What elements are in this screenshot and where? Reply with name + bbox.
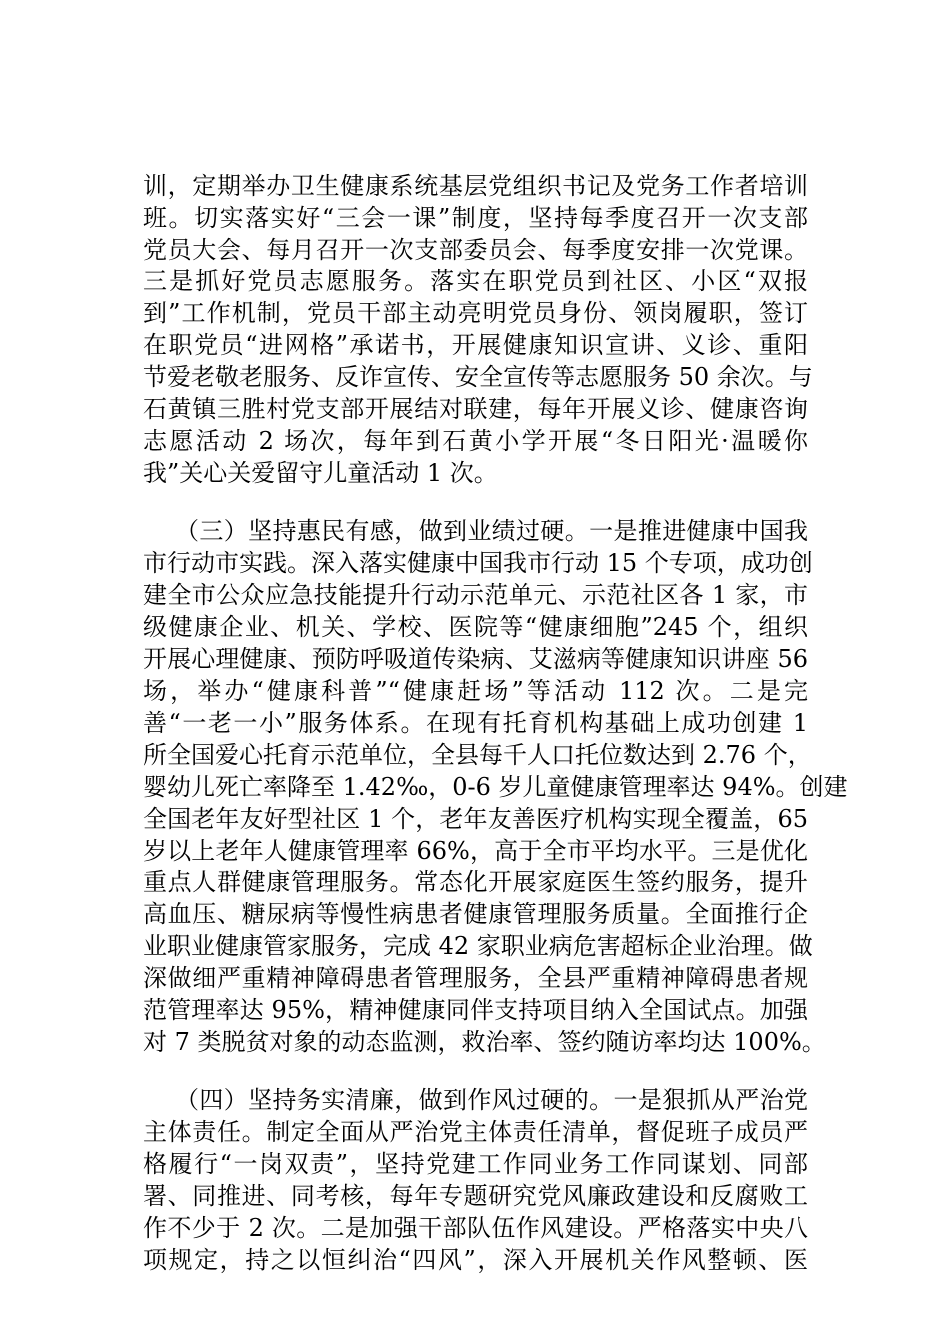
- text-line: 重点人群健康管理服务。常态化开展家庭医生签约服务，提升: [143, 868, 808, 896]
- text-line: 全国老年友好型社区 1 个，老年友善医疗机构实现全覆盖，65: [143, 805, 808, 833]
- text-line: （三）坚持惠民有感，做到业绩过硬。一是推进健康中国我: [175, 517, 808, 545]
- text-line: 三是抓好党员志愿服务。落实在职党员到社区、小区“双报: [143, 267, 808, 295]
- text-line: 石黄镇三胜村党支部开展结对联建，每年开展义诊、健康咨询: [143, 395, 808, 423]
- text-line: 主体责任。制定全面从严治党主体责任清单，督促班子成员严: [143, 1118, 808, 1146]
- text-line: 高血压、糖尿病等慢性病患者健康管理服务质量。全面推行企: [143, 900, 808, 928]
- text-line: 所全国爱心托育示范单位，全县每千人口托位数达到 2.76 个，: [143, 741, 812, 769]
- text-line: 场，举办“健康科普”“健康赶场”等活动 112 次。二是完: [143, 677, 808, 705]
- text-line: 我”关心关爱留守儿童活动 1 次。: [143, 459, 498, 487]
- text-line: 作不少于 2 次。二是加强干部队伍作风建设。严格落实中央八: [143, 1214, 808, 1242]
- text-line: 对 7 类脱贫对象的动态监测，救治率、签约随访率均达 100%。: [143, 1028, 826, 1056]
- text-line: 业职业健康管家服务，完成 42 家职业病危害超标企业治理。做: [143, 932, 813, 960]
- text-line: 婴幼儿死亡率降至 1.42‰，0-6 岁儿童健康管理率达 94%。创建: [143, 773, 848, 801]
- text-line: 到”工作机制，党员干部主动亮明党员身份、领岗履职，签订: [143, 299, 808, 327]
- text-line: 开展心理健康、预防呼吸道传染病、艾滋病等健康知识讲座 56: [143, 645, 808, 673]
- text-line: 志愿活动 2 场次，每年到石黄小学开展“冬日阳光·温暖你: [143, 427, 808, 455]
- text-line: 格履行“一岗双责”，坚持党建工作同业务工作同谋划、同部: [143, 1150, 808, 1178]
- text-line: 节爱老敬老服务、反诈宣传、安全宣传等志愿服务 50 余次。与: [143, 363, 813, 391]
- text-line: （四）坚持务实清廉，做到作风过硬的。一是狠抓从严治党: [175, 1086, 808, 1114]
- text-line: 班。切实落实好“三会一课”制度，坚持每季度召开一次支部: [143, 204, 808, 232]
- text-line: 党员大会、每月召开一次支部委员会、每季度安排一次党课。: [143, 236, 808, 264]
- text-line: 建全市公众应急技能提升行动示范单元、示范社区各 1 家，市: [143, 581, 808, 609]
- text-line: 市行动市实践。深入落实健康中国我市行动 15 个专项，成功创: [143, 549, 813, 577]
- text-line: 署、同推进、同考核，每年专题研究党风廉政建设和反腐败工: [143, 1182, 808, 1210]
- text-line: 训，定期举办卫生健康系统基层党组织书记及党务工作者培训: [143, 172, 808, 200]
- text-line: 级健康企业、机关、学校、医院等“健康细胞”245 个，组织: [143, 613, 808, 641]
- text-line: 在职党员“进网格”承诺书，开展健康知识宣讲、义诊、重阳: [143, 331, 808, 359]
- text-line: 善“一老一小”服务体系。在现有托育机构基础上成功创建 1: [143, 709, 808, 737]
- text-line: 深做细严重精神障碍患者管理服务，全县严重精神障碍患者规: [143, 964, 808, 992]
- text-line: 项规定，持之以恒纠治“四风”，深入开展机关作风整顿、医: [143, 1246, 808, 1274]
- text-line: 岁以上老年人健康管理率 66%，高于全市平均水平。三是优化: [143, 837, 808, 865]
- text-line: 范管理率达 95%，精神健康同伴支持项目纳入全国试点。加强: [143, 996, 808, 1024]
